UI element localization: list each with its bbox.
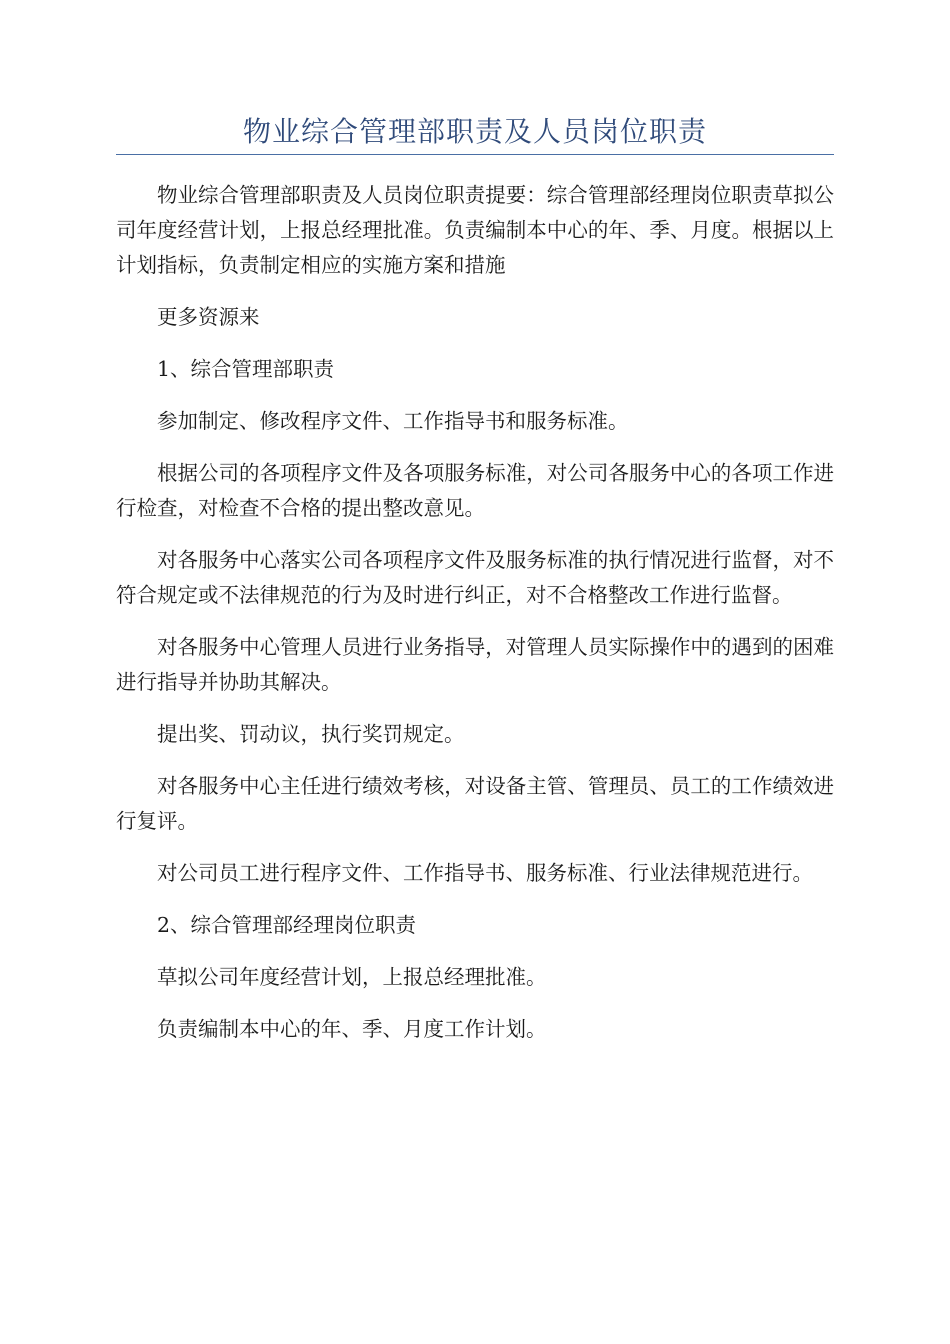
paragraph-duty-5: 提出奖、罚动议，执行奖罚规定。 (157, 722, 465, 746)
paragraph-summary: 物业综合管理部职责及人员岗位职责提要：综合管理部经理岗位职责草拟公司年度经营计划，上报总经理批准。负责编制本中心的年、季、月度。根据以上计划指标，负责制定相应的实施方案和措施 (116, 183, 834, 277)
document-title: 物业综合管理部职责及人员岗位职责 (242, 115, 707, 148)
paragraph-duty-4: 对各服务中心管理人员进行业务指导，对管理人员实际操作中的遇到的困难进行指导并协助其解决。 (116, 635, 834, 694)
paragraph-duty-2: 根据公司的各项程序文件及各项服务标准，对公司各服务中心的各项工作进行检查，对检查不合格的提出整改意见。 (116, 461, 834, 520)
paragraph-duty-1: 参加制定、修改程序文件、工作指导书和服务标准。 (157, 409, 629, 433)
section-heading-dept-duties: 1、综合管理部职责 (157, 357, 335, 381)
document-body (116, 178, 834, 1064)
paragraph-duty-7: 对公司员工进行程序文件、工作指导书、服务标准、行业法律规范进行。 (157, 861, 813, 885)
paragraph-manager-duty-2: 负责编制本中心的年、季、月度工作计划。 (157, 1017, 547, 1041)
paragraph-duty-6: 对各服务中心主任进行绩效考核，对设备主管、管理员、员工的工作绩效进行复评。 (116, 774, 834, 833)
paragraph-manager-duty-1: 草拟公司年度经营计划，上报总经理批准。 (157, 965, 547, 989)
paragraph-more-resources: 更多资源来 (157, 305, 260, 329)
section-heading-manager-duties: 2、综合管理部经理岗位职责 (157, 913, 417, 937)
paragraph-duty-3: 对各服务中心落实公司各项程序文件及服务标准的执行情况进行监督，对不符合规定或不法律规范的行为及时进行纠正，对不合格整改工作进行监督。 (116, 548, 834, 607)
title-underline (116, 154, 834, 155)
